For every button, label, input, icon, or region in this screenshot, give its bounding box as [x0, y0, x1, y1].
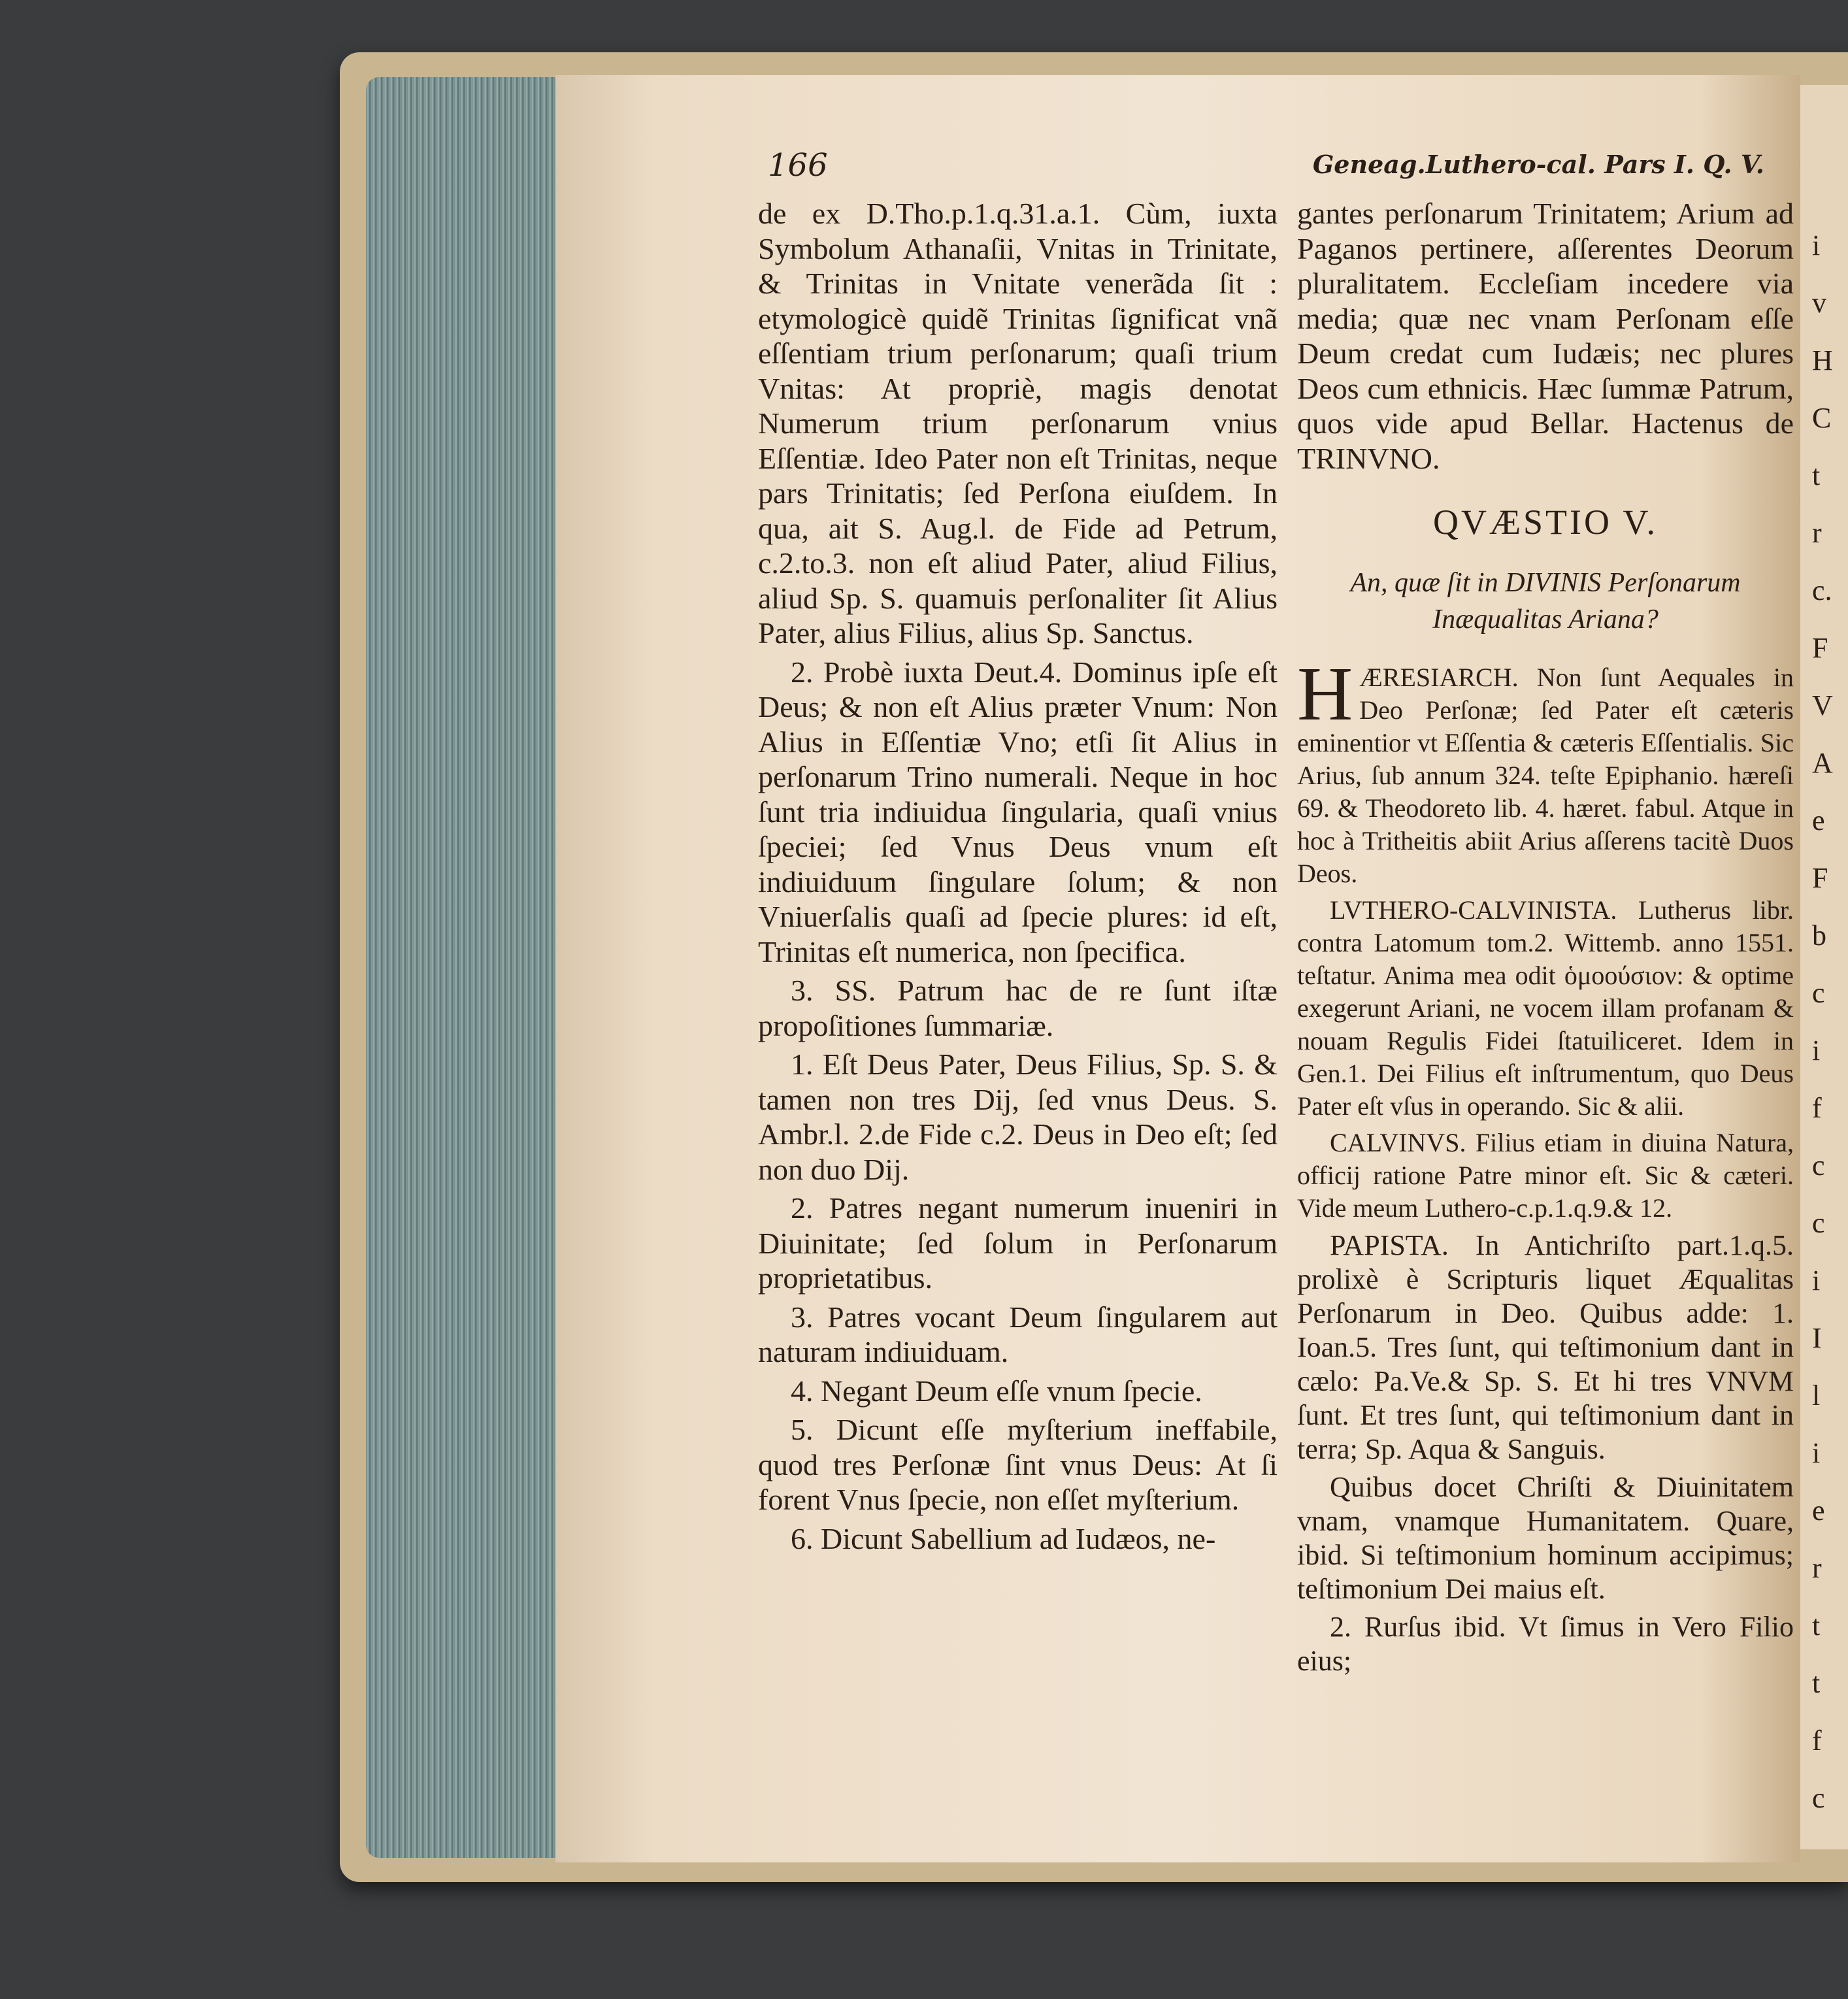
page-edges — [366, 77, 562, 1858]
facing-page-letter: r — [1812, 517, 1822, 549]
page-header — [768, 147, 1800, 186]
paragraph: 1. Eſt Deus Pater, Deus Filius, Sp. S. & tamen non tres Dij, ſed vnus Deus. S. Ambr.l. 2.de Fide c.2. Deus in Deo eſt; ſed non duo Dij. — [758, 1048, 1278, 1186]
drop-cap: H — [1297, 651, 1353, 736]
paragraph: 4. Negant Deum eſſe vnum ſpecie. — [791, 1374, 1202, 1408]
paragraph: LVTHERO-CALVINISTA. Lutherus libr. contra Latomum tom.2. Wittemb. anno 1551. teſtatur. Anima mea odit ὁμοούσιον: & optime exegerunt Ariani, ne vocem illam profanam & nouam Regulis Fidei ſtatuiliceret. Idem in Gen.1. Dei Filius eſt inſtrumentum, quo Deus Pater eſt vſus in operando. Sic & alii. — [1297, 895, 1794, 1121]
facing-page-letter: l — [1812, 1379, 1821, 1412]
facing-page-letter: C — [1812, 402, 1832, 434]
facing-page-letter: i — [1812, 1034, 1821, 1066]
facing-page-letter: I — [1812, 1322, 1822, 1354]
facing-page-letter: H — [1812, 344, 1833, 376]
facing-page-letter: c — [1812, 1207, 1825, 1239]
facing-page-edge — [1800, 85, 1848, 1849]
facing-page-letter: f — [1812, 1725, 1822, 1757]
facing-page-letter: t — [1812, 1667, 1821, 1699]
facing-page-letter: V — [1812, 689, 1833, 721]
facing-page-letter: v — [1812, 287, 1826, 319]
facing-page-letter: i — [1812, 1437, 1821, 1469]
paragraph: 2. Patres negant numerum inueniri in Diuinitate; ſed ſolum in Perſonarum proprietatibus. — [758, 1191, 1278, 1295]
facing-page-letter: r — [1812, 1552, 1822, 1584]
paragraph: Quibus docet Chriſti & Diuinitatem vnam, vnamque Humanitatem. Quare, ibid. Si teſtimonium hominum accipimus; teſtimonium Dei maius eſt. — [1297, 1471, 1794, 1605]
paragraph: CALVINVS. Filius etiam in diuina Natura, officij ratione Patre minor eſt. Sic & cæteri. Vide meum Luthero-c.p.1.q.9.& 12. — [1297, 1128, 1794, 1223]
paragraph: gantes perſonarum Trinitatem; Arium ad Paganos pertinere, aſſerentes Deorum pluralitatem. Eccleſiam incedere via media; quæ nec vnam Perſonam eſſe Deum credat cum Iudæis; nec plures Deos cum ethnicis. Hæc ſummæ Patrum, quos vide apud Bellar. Hactenus de TRINVNO. — [1297, 197, 1794, 475]
facing-page-letter: F — [1812, 632, 1828, 664]
paragraph: 6. Dicunt Sabellium ad Iudæos, ne- — [791, 1521, 1216, 1555]
paragraph: PAPISTA. In Antichriſto part.1.q.5. prolixè è Scripturis liquet Æqualitas Perſonarum in Deo. Quibus adde: 1. Ioan.5. Tres ſunt, qui teſtimonium dant in cælo: Pa.Ve.& Sp. S. Et hi tres VNVM ſunt. Et tres ſunt, qui teſtimonium dant in terra; Sp. Aqua & Sanguis. — [1297, 1229, 1794, 1465]
paragraph: 2. Probè iuxta Deut.4. Dominus ipſe eſt Deus; & non eſt Alius præter Vnum: Non Alius in Eſſentiæ Vno; etſi ſit Alius in perſonarum Trino numerali. Neque in hoc ſunt tria indiuidua ſingularia, quaſi vnius ſpeciei; ſed Vnus Deus vnum eſt indiuiduum ſingulare ſolum; & non Vniuerſalis quaſi ad ſpecie plures: id eſt, Trinitas eſt numerica, non ſpecifica. — [758, 655, 1278, 968]
facing-page-letter: e — [1812, 804, 1825, 836]
facing-page-letter: F — [1812, 862, 1828, 894]
facing-page-letter: c — [1812, 1782, 1825, 1814]
question-subtitle: An, quæ ſit in DIVINIS Perſonarum Inæqualitas Ariana? — [1350, 568, 1741, 635]
running-head: Geneag.Luthero-cal. Pars I. Q. V. — [1312, 150, 1764, 179]
paragraph: 3. Patres vocant Deum ſingularem aut naturam indiuiduam. — [758, 1300, 1278, 1368]
facing-page-letter: i — [1812, 1264, 1821, 1297]
question-title: QVÆSTIO V. — [1432, 503, 1658, 542]
facing-page-letter: A — [1812, 747, 1833, 779]
facing-page-letter: b — [1812, 919, 1826, 951]
facing-page-letter: e — [1812, 1495, 1825, 1527]
left-column — [758, 196, 1278, 1556]
right-column — [1297, 196, 1794, 1678]
paragraph: 3. SS. Patrum hac de re ſunt iſtæ propoſitiones ſummariæ. — [758, 974, 1278, 1042]
facing-page-letter: c. — [1812, 574, 1832, 606]
facing-page-letter: i — [1812, 229, 1821, 261]
facing-page-letter: t — [1812, 459, 1821, 491]
facing-page-letter: c — [1812, 977, 1825, 1009]
paragraph-text: ÆRESIARCH. Non ſunt Aequales in Deo Perſonæ; ſed Pater eſt cæteris eminentior vt Eſſentia & cæteris Eſſentialis. Sic Arius, ſub annum 324. teſte Epiphanio. hæreſi 69. & Theodoreto lib. 4. hæret. fabul. Atque in hoc à Tritheitis abiit Arius aſſerens tacitè Duos Deos. — [1297, 663, 1794, 888]
page-number: 166 — [768, 147, 828, 184]
facing-page-letter: c — [1812, 1149, 1825, 1181]
facing-page-letter: t — [1812, 1610, 1821, 1642]
paragraph: 5. Dicunt eſſe myſterium ineffabile, quod tres Perſonæ ſint vnus Deus: At ſi forent Vnus ſpecie, non eſſet myſterium. — [758, 1413, 1278, 1516]
paragraph: de ex D.Tho.p.1.q.31.a.1. Cùm, iuxta Symbolum Athanaſii, Vnitas in Trinitate, & Trinitas in Vnitate venerãda ſit : etymologicè quidẽ Trinitas ſignificat vnã eſſentiam trium perſonarum; quaſi trium Vnitas: At propriè, magis denotat Numerum trium perſonarum vnius Eſſentiæ. Ideo Pater non eſt Trinitas, neque pars Trinitatis; ſed Perſona eiuſdem. In qua, ait S. Aug.l. de Fide ad Petrum, c.2.to.3. non eſt aliud Pater, aliud Filius, aliud Sp. S. quamuis perſonaliter ſit Alius Pater, alius Filius, alius Sp. Sanctus. — [758, 197, 1278, 650]
facing-page-letter: f — [1812, 1092, 1822, 1124]
paragraph: 2. Rurſus ibid. Vt ſimus in Vero Filio eius; — [1297, 1611, 1794, 1677]
paragraph — [1297, 651, 1794, 890]
